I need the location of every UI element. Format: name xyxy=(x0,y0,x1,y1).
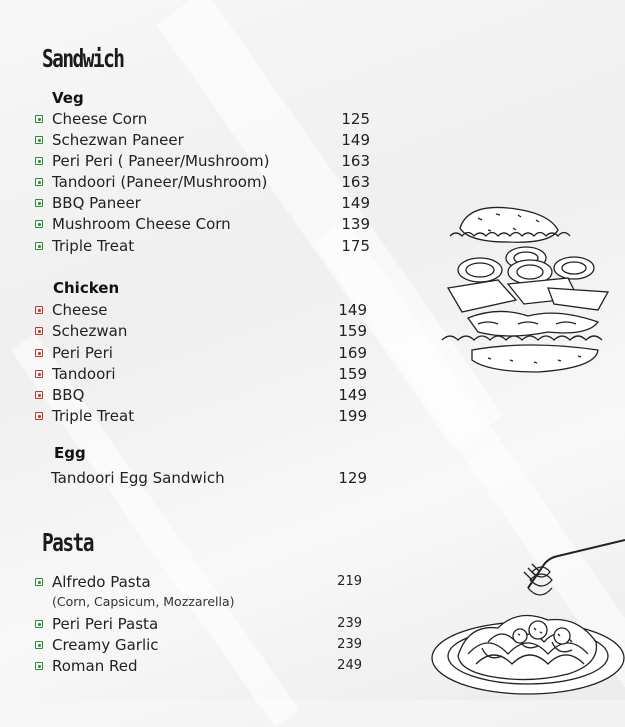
item-name: Roman Red xyxy=(52,657,138,675)
group-title-chicken: Chicken xyxy=(53,279,120,297)
menu-item xyxy=(35,615,370,635)
item-price: 149 xyxy=(341,194,370,212)
menu-item xyxy=(35,194,370,214)
item-price: 239 xyxy=(337,616,362,631)
item-name: Schezwan xyxy=(52,322,128,340)
pasta-plate-illustration-icon xyxy=(428,538,625,698)
section-title-sandwich: Sandwich xyxy=(42,44,124,73)
item-price: 239 xyxy=(337,637,362,652)
item-name: Tandoori (Paneer/Mushroom) xyxy=(52,173,268,191)
group-title-egg: Egg xyxy=(54,444,86,462)
menu-item xyxy=(35,365,370,385)
menu-item xyxy=(35,110,370,130)
menu-item xyxy=(35,407,370,427)
veg-marker-icon xyxy=(35,157,43,165)
item-name: Creamy Garlic xyxy=(52,636,159,654)
item-price: 199 xyxy=(338,407,367,425)
item-price: 129 xyxy=(338,469,367,487)
non-veg-marker-icon xyxy=(35,327,43,335)
menu-item xyxy=(35,131,370,151)
sandwich-illustration-icon xyxy=(438,200,613,380)
item-price: 149 xyxy=(338,301,367,319)
veg-marker-icon xyxy=(35,115,43,123)
menu-item xyxy=(35,386,370,406)
group-title-veg: Veg xyxy=(52,89,84,107)
item-name: Cheese xyxy=(52,301,108,319)
item-price: 249 xyxy=(337,658,362,673)
menu-item xyxy=(35,322,370,342)
veg-marker-icon xyxy=(35,242,43,250)
veg-marker-icon xyxy=(35,620,43,628)
item-price: 149 xyxy=(338,386,367,404)
item-name: Peri Peri Pasta xyxy=(52,615,159,633)
veg-marker-icon xyxy=(35,199,43,207)
veg-marker-icon xyxy=(35,578,43,586)
item-name: Tandoori Egg Sandwich xyxy=(51,469,225,487)
menu-item xyxy=(35,657,370,677)
menu-item xyxy=(35,344,370,364)
item-name: Mushroom Cheese Corn xyxy=(52,215,231,233)
menu-item xyxy=(35,573,370,593)
menu-item xyxy=(35,152,370,172)
menu-item xyxy=(35,636,370,656)
veg-marker-icon xyxy=(35,178,43,186)
menu-item xyxy=(35,237,370,257)
item-price: 219 xyxy=(337,574,362,589)
non-veg-marker-icon xyxy=(35,370,43,378)
item-name: BBQ xyxy=(52,386,85,404)
item-price: 159 xyxy=(338,322,367,340)
item-name: Peri Peri xyxy=(52,344,113,362)
item-price: 175 xyxy=(341,237,370,255)
item-name: Schezwan Paneer xyxy=(52,131,184,149)
item-name: Tandoori xyxy=(52,365,116,383)
item-name: Alfredo Pasta xyxy=(52,573,151,591)
menu-item xyxy=(35,301,370,321)
item-name: Triple Treat xyxy=(52,407,135,425)
veg-marker-icon xyxy=(35,220,43,228)
item-price: 139 xyxy=(341,215,370,233)
item-price: 149 xyxy=(341,131,370,149)
item-price: 163 xyxy=(341,173,370,191)
menu-item xyxy=(35,173,370,193)
veg-marker-icon xyxy=(35,136,43,144)
item-price: 159 xyxy=(338,365,367,383)
menu-item xyxy=(35,469,370,489)
veg-marker-icon xyxy=(35,641,43,649)
item-name: Cheese Corn xyxy=(52,110,148,128)
non-veg-marker-icon xyxy=(35,306,43,314)
item-price: 125 xyxy=(341,110,370,128)
section-title-pasta: Pasta xyxy=(42,528,93,557)
veg-marker-icon xyxy=(35,662,43,670)
non-veg-marker-icon xyxy=(35,412,43,420)
item-description: (Corn, Capsicum, Mozzarella) xyxy=(52,594,235,609)
non-veg-marker-icon xyxy=(35,349,43,357)
item-name: Peri Peri ( Paneer/Mushroom) xyxy=(52,152,270,170)
non-veg-marker-icon xyxy=(35,391,43,399)
item-price: 169 xyxy=(338,344,367,362)
item-name: Triple Treat xyxy=(52,237,135,255)
item-price: 163 xyxy=(341,152,370,170)
item-name: BBQ Paneer xyxy=(52,194,141,212)
menu-item xyxy=(35,215,370,235)
